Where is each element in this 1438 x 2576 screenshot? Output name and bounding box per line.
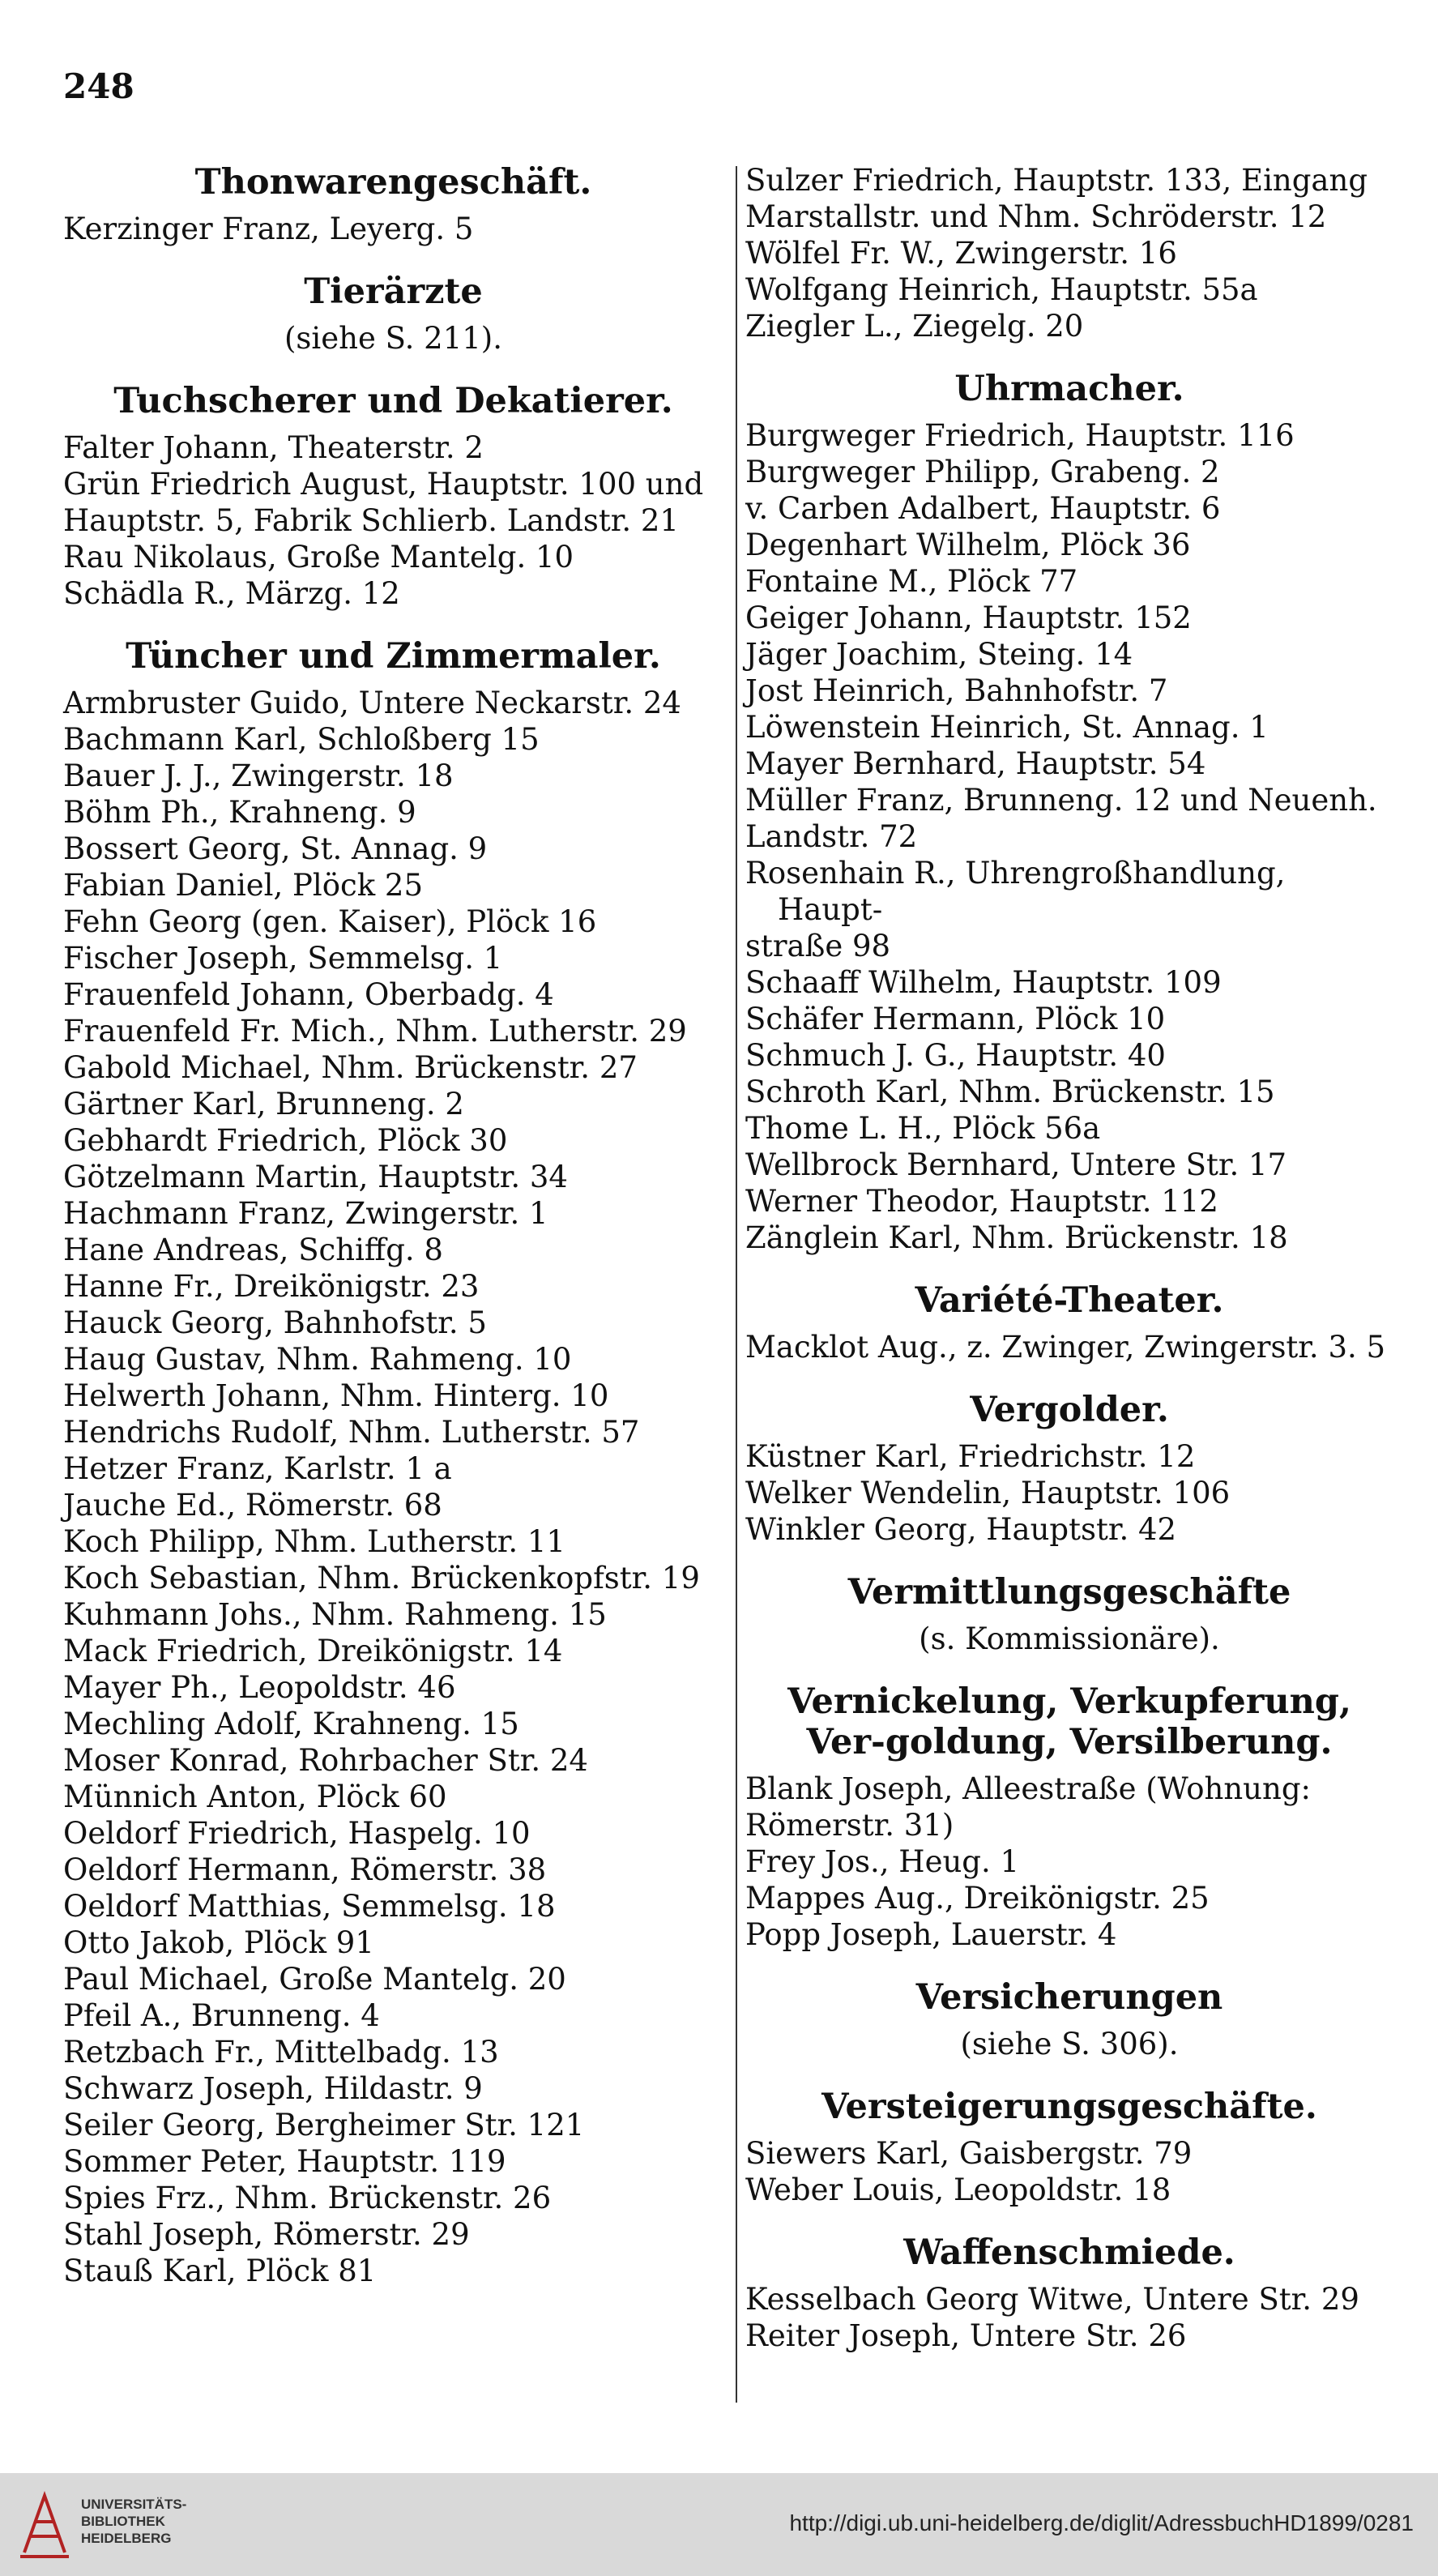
directory-entry — [745, 855, 1393, 964]
entry-line: Fischer Joseph, Semmelsg. 1 — [63, 941, 503, 976]
logo-line: UNIVERSITÄTS- — [81, 2497, 187, 2512]
section-note: (s. Kommissionäre). — [919, 1621, 1220, 1656]
directory-entry — [63, 1596, 723, 1633]
entry-line: Müller Franz, Brunneng. 12 und Neuenh. — [745, 783, 1377, 818]
directory-entry — [63, 1925, 723, 1961]
section-heading: Uhrmacher. — [954, 369, 1184, 409]
entry-continuation: Landstr. 72 — [745, 819, 918, 854]
directory-entry — [63, 2216, 723, 2253]
entry-line: Münnich Anton, Plöck 60 — [63, 1779, 447, 1814]
entry-line: Haug Gustav, Nhm. Rahmeng. 10 — [63, 1342, 572, 1377]
directory-entry — [745, 782, 1393, 855]
entry-line: Rau Nikolaus, Große Mantelg. 10 — [63, 540, 574, 575]
entry-line: Wolfgang Heinrich, Hauptstr. 55a — [745, 272, 1258, 307]
directory-entry — [745, 563, 1393, 600]
entry-line: Paul Michael, Große Mantelg. 20 — [63, 1962, 566, 1997]
entry-line: Sommer Peter, Hauptstr. 119 — [63, 2144, 506, 2179]
directory-entry — [745, 417, 1393, 454]
entry-line: Weber Louis, Leopoldstr. 18 — [745, 2172, 1171, 2207]
directory-entry — [745, 1037, 1393, 1074]
directory-entry — [63, 1450, 723, 1487]
entry-line: Spies Frz., Nhm. Brückenstr. 26 — [63, 2181, 552, 2215]
entry-line: Böhm Ph., Krahneng. 9 — [63, 795, 416, 830]
entry-line: Löwenstein Heinrich, St. Annag. 1 — [745, 710, 1269, 745]
directory-entry — [63, 1305, 723, 1341]
entry-line: Hachmann Franz, Zwingerstr. 1 — [63, 1196, 548, 1231]
directory-entry — [63, 429, 723, 466]
directory-entry — [63, 1852, 723, 1888]
entry-line: Hane Andreas, Schiffg. 8 — [63, 1232, 443, 1267]
directory-entry — [63, 1669, 723, 1706]
entry-line: Fehn Georg (gen. Kaiser), Plöck 16 — [63, 904, 597, 939]
entry-line: Schädla R., Märzg. 12 — [63, 576, 400, 611]
directory-entry — [63, 1815, 723, 1852]
library-logo-text — [81, 2496, 186, 2547]
directory-entry — [63, 1013, 723, 1049]
entry-line: Winkler Georg, Hauptstr. 42 — [745, 1512, 1177, 1547]
entry-line: Götzelmann Martin, Hauptstr. 34 — [63, 1160, 568, 1194]
entry-line: Mayer Bernhard, Hauptstr. 54 — [745, 746, 1206, 781]
directory-entry — [63, 976, 723, 1013]
section-heading: Vergolder. — [970, 1390, 1169, 1430]
directory-entry — [745, 1771, 1393, 1843]
source-url-link[interactable]: http://digi.ub.uni-heidelberg.de/diglit/AdressbuchHD1899/0281 — [789, 2510, 1414, 2535]
directory-entry — [63, 904, 723, 940]
directory-entry — [63, 1633, 723, 1669]
entry-line: Hanne Fr., Dreikönigstr. 23 — [63, 1269, 480, 1304]
entry-line: Falter Johann, Theaterstr. 2 — [63, 430, 484, 465]
directory-entry — [745, 1843, 1393, 1880]
directory-entry — [63, 1961, 723, 1997]
directory-entry — [63, 1049, 723, 1086]
entry-line: Popp Joseph, Lauerstr. 4 — [745, 1917, 1117, 1952]
directory-entry — [63, 1560, 723, 1596]
entry-line: Frauenfeld Fr. Mich., Nhm. Lutherstr. 29 — [63, 1014, 687, 1049]
section-note: (siehe S. 306). — [960, 2027, 1179, 2061]
entry-line: Gebhardt Friedrich, Plöck 30 — [63, 1123, 508, 1158]
directory-entry — [745, 2135, 1393, 2172]
directory-entry — [745, 1438, 1393, 1475]
entry-line: Jost Heinrich, Bahnhofstr. 7 — [745, 673, 1168, 708]
entry-line: Wölfel Fr. W., Zwingerstr. 16 — [745, 236, 1177, 271]
directory-entry — [745, 964, 1393, 1001]
entry-line: Koch Sebastian, Nhm. Brückenkopfstr. 19 — [63, 1561, 700, 1596]
directory-entry — [745, 271, 1393, 308]
entry-line: Kesselbach Georg Witwe, Untere Str. 29 — [745, 2282, 1359, 2317]
directory-entry — [63, 2180, 723, 2216]
entry-line: Frauenfeld Johann, Oberbadg. 4 — [63, 977, 554, 1012]
entry-line: Mack Friedrich, Dreikönigstr. 14 — [63, 1634, 563, 1668]
section-note: (siehe S. 211). — [284, 321, 502, 356]
section-heading: Waffenschmiede. — [903, 2232, 1235, 2273]
entry-line: Stahl Joseph, Römerstr. 29 — [63, 2217, 470, 2252]
entry-line: Gabold Michael, Nhm. Brückenstr. 27 — [63, 1050, 638, 1085]
directory-entry — [63, 831, 723, 867]
entry-line: Bossert Georg, St. Annag. 9 — [63, 831, 488, 866]
entry-line: Kerzinger Franz, Leyerg. 5 — [63, 211, 474, 246]
directory-entry — [63, 1888, 723, 1925]
entry-line: Jauche Ed., Römerstr. 68 — [63, 1488, 442, 1523]
entry-line: Burgweger Philipp, Grabeng. 2 — [745, 455, 1220, 489]
directory-entry — [63, 1195, 723, 1232]
directory-entry — [745, 454, 1393, 490]
entry-line: v. Carben Adalbert, Hauptstr. 6 — [745, 491, 1221, 526]
directory-entry — [745, 1074, 1393, 1110]
directory-entry — [63, 2070, 723, 2107]
entry-line: Sulzer Friedrich, Hauptstr. 133, Eingang — [745, 163, 1368, 198]
entry-line: Grün Friedrich August, Hauptstr. 100 und — [63, 467, 704, 502]
entry-line: Hauck Georg, Bahnhofstr. 5 — [63, 1305, 487, 1340]
entry-line: Mappes Aug., Dreikönigstr. 25 — [745, 1881, 1210, 1916]
directory-entry — [63, 1487, 723, 1523]
entry-line: Moser Konrad, Rohrbacher Str. 24 — [63, 1743, 588, 1778]
entry-continuation: Hauptstr. 5, Fabrik Schlierb. Landstr. 21 — [63, 503, 679, 538]
section-heading: Tierärzte — [304, 271, 483, 312]
section-heading: Vernickelung, Verkupferung, Ver-goldung, Versilberung. — [787, 1681, 1351, 1762]
entry-line: Burgweger Friedrich, Hauptstr. 116 — [745, 418, 1295, 453]
entry-line: Wellbrock Bernhard, Untere Str. 17 — [745, 1147, 1287, 1182]
directory-entry — [745, 1147, 1393, 1183]
entry-line: Oeldorf Friedrich, Haspelg. 10 — [63, 1816, 531, 1851]
entry-line: Geiger Johann, Hauptstr. 152 — [745, 600, 1192, 635]
entry-line: Stauß Karl, Plöck 81 — [63, 2253, 377, 2288]
directory-entry — [745, 636, 1393, 673]
entry-line: Zänglein Karl, Nhm. Brückenstr. 18 — [745, 1220, 1288, 1255]
directory-entry — [745, 162, 1393, 235]
directory-entry — [745, 235, 1393, 271]
entry-line: Armbruster Guido, Untere Neckarstr. 24 — [63, 686, 681, 720]
entry-line: Mayer Ph., Leopoldstr. 46 — [63, 1670, 456, 1705]
directory-entry — [63, 1232, 723, 1268]
entry-line: Jäger Joachim, Steing. 14 — [745, 637, 1133, 672]
directory-entry — [63, 2143, 723, 2180]
directory-entry — [745, 2172, 1393, 2208]
directory-entry — [745, 1183, 1393, 1220]
directory-entry — [63, 1159, 723, 1195]
entry-line: Küstner Karl, Friedrichstr. 12 — [745, 1439, 1196, 1474]
directory-entry — [745, 1511, 1393, 1548]
entry-line: Rosenhain R., Uhrengroßhandlung, Haupt- — [745, 856, 1286, 927]
entry-line: Welker Wendelin, Hauptstr. 106 — [745, 1476, 1231, 1510]
entry-line: Helwerth Johann, Nhm. Hinterg. 10 — [63, 1378, 609, 1413]
entry-line: Reiter Joseph, Untere Str. 26 — [745, 2318, 1187, 2353]
entry-line: Schäfer Hermann, Plöck 10 — [745, 1002, 1166, 1036]
directory-entry — [63, 2107, 723, 2143]
section-heading: Versicherungen — [915, 1977, 1223, 2018]
library-logo-icon — [16, 2488, 73, 2561]
entry-line: Bauer J. J., Zwingerstr. 18 — [63, 758, 454, 793]
entry-line: Kuhmann Johs., Nhm. Rahmeng. 15 — [63, 1597, 607, 1632]
directory-entry — [63, 867, 723, 904]
directory-entry — [63, 2253, 723, 2289]
entry-line: Blank Joseph, Alleestraße (Wohnung: — [745, 1771, 1311, 1806]
directory-entry — [63, 1268, 723, 1305]
directory-entry — [745, 1110, 1393, 1147]
directory-entry — [63, 211, 723, 247]
directory-entry — [63, 2034, 723, 2070]
section-heading: Thonwarengeschäft. — [194, 162, 592, 203]
entry-line: Pfeil A., Brunneng. 4 — [63, 1998, 380, 2033]
entry-line: Gärtner Karl, Brunneng. 2 — [63, 1087, 464, 1121]
section-heading: Vermittlungsgeschäfte — [847, 1572, 1291, 1613]
directory-entry — [745, 745, 1393, 782]
directory-entry — [63, 1523, 723, 1560]
entry-line: Thome L. H., Plöck 56a — [745, 1111, 1101, 1146]
directory-entry — [63, 758, 723, 794]
entry-line: Fabian Daniel, Plöck 25 — [63, 868, 424, 903]
entry-line: Macklot Aug., z. Zwinger, Zwingerstr. 3. 5 — [745, 1330, 1386, 1365]
directory-entry — [63, 940, 723, 976]
entry-line: Siewers Karl, Gaisbergstr. 79 — [745, 2136, 1193, 2171]
directory-entry — [745, 1880, 1393, 1916]
directory-entry — [745, 1916, 1393, 1953]
right-column — [745, 162, 1393, 2354]
entry-line: Mechling Adolf, Krahneng. 15 — [63, 1707, 519, 1741]
column-divider — [736, 166, 737, 2403]
directory-entry — [745, 600, 1393, 636]
entry-line: Hetzer Franz, Karlstr. 1 a — [63, 1451, 452, 1486]
entry-line: Schaaff Wilhelm, Hauptstr. 109 — [745, 965, 1222, 1000]
entry-line: Hendrichs Rudolf, Nhm. Lutherstr. 57 — [63, 1415, 640, 1450]
directory-entry — [745, 2281, 1393, 2318]
directory-entry — [745, 1475, 1393, 1511]
directory-entry — [63, 1706, 723, 1742]
entry-line: Schroth Karl, Nhm. Brückenstr. 15 — [745, 1074, 1275, 1109]
directory-entry — [63, 1122, 723, 1159]
logo-line: BIBLIOTHEK — [81, 2514, 165, 2529]
section-heading: Tuchscherer und Dekatierer. — [113, 381, 673, 421]
footer-bar — [0, 2473, 1438, 2576]
directory-entry — [63, 466, 723, 539]
entry-line: Oeldorf Hermann, Römerstr. 38 — [63, 1852, 547, 1887]
entry-line: Schmuch J. G., Hauptstr. 40 — [745, 1038, 1166, 1073]
page-number: 248 — [63, 66, 134, 106]
directory-entry — [63, 1779, 723, 1815]
section-heading: Variété-Theater. — [915, 1280, 1224, 1321]
entry-line: Schwarz Joseph, Hildastr. 9 — [63, 2071, 483, 2106]
directory-entry — [63, 794, 723, 831]
entry-line: Otto Jakob, Plöck 91 — [63, 1925, 374, 1960]
entry-line: Retzbach Fr., Mittelbadg. 13 — [63, 2035, 499, 2070]
entry-line: Oeldorf Matthias, Semmelsg. 18 — [63, 1889, 556, 1924]
directory-entry — [745, 308, 1393, 344]
directory-entry — [745, 490, 1393, 527]
left-column — [63, 162, 723, 2289]
section-heading: Tüncher und Zimmermaler. — [126, 636, 661, 677]
entry-line: Koch Philipp, Nhm. Lutherstr. 11 — [63, 1524, 565, 1559]
entry-line: Fontaine M., Plöck 77 — [745, 564, 1078, 599]
directory-entry — [745, 527, 1393, 563]
directory-entry — [745, 2318, 1393, 2354]
entry-line: Seiler Georg, Bergheimer Str. 121 — [63, 2108, 585, 2142]
section-heading: Versteigerungsgeschäfte. — [821, 2087, 1317, 2127]
entry-line: Frey Jos., Heug. 1 — [745, 1844, 1020, 1879]
directory-entry — [63, 1341, 723, 1378]
directory-entry — [63, 539, 723, 575]
entry-continuation: Römerstr. 31) — [745, 1808, 954, 1843]
entry-continuation: straße 98 — [745, 929, 891, 963]
logo-line: HEIDELBERG — [81, 2531, 172, 2546]
directory-entry — [63, 1086, 723, 1122]
directory-entry — [63, 1414, 723, 1450]
directory-entry — [63, 1378, 723, 1414]
directory-entry — [63, 1997, 723, 2034]
entry-line: Degenhart Wilhelm, Plöck 36 — [745, 528, 1191, 562]
entry-continuation: Marstallstr. und Nhm. Schröderstr. 12 — [745, 199, 1327, 234]
directory-entry — [745, 1220, 1393, 1256]
entry-line: Ziegler L., Ziegelg. 20 — [745, 309, 1084, 344]
directory-entry — [745, 709, 1393, 745]
directory-entry — [63, 685, 723, 721]
directory-entry — [63, 1742, 723, 1779]
directory-entry — [63, 575, 723, 612]
directory-entry — [745, 673, 1393, 709]
entry-line: Werner Theodor, Hauptstr. 112 — [745, 1184, 1218, 1219]
entry-line: Bachmann Karl, Schloßberg 15 — [63, 722, 540, 757]
directory-entry — [745, 1329, 1393, 1365]
directory-entry — [63, 721, 723, 758]
directory-entry — [745, 1001, 1393, 1037]
